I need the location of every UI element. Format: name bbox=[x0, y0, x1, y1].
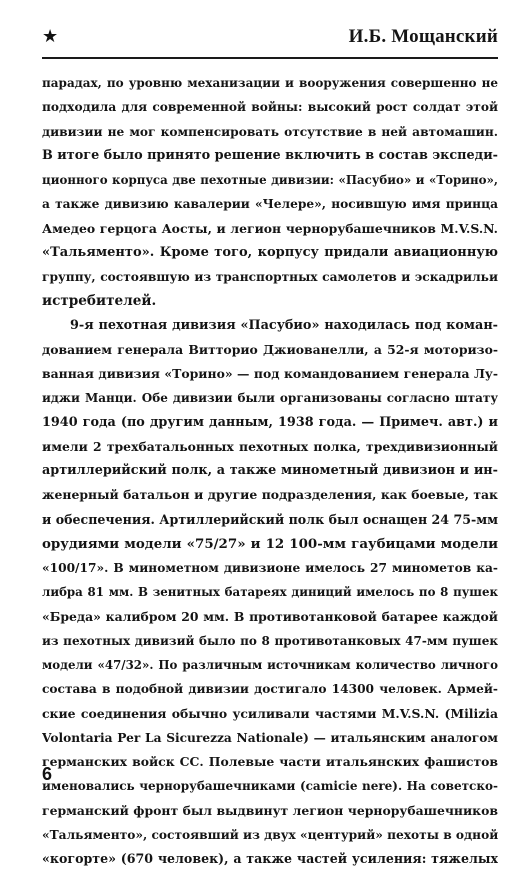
text-line: именовались чернорубашечниками (camicie nere). На советско- bbox=[42, 779, 498, 794]
text-line: «Тальяменто». Кроме того, корпусу придали авиационную bbox=[42, 244, 498, 260]
text-line: германский фронт был выдвинут легион чернорубашечников bbox=[42, 802, 498, 818]
text-line: а также дивизию кавалерии «Челере», носившую имя принца bbox=[42, 197, 498, 212]
text-line: либра 81 мм. В зенитных батареях диниций имелось по 8 пушек bbox=[42, 585, 498, 600]
text-line: ционного корпуса две пехотные дивизии: «Пасубио» и «Торино», bbox=[42, 173, 498, 187]
body-text bbox=[42, 71, 498, 871]
text-line: парадах, по уровню механизации и вооружения совершенно не bbox=[42, 76, 498, 90]
text-line: «когорте» (670 человек), а также частей усиления: тяжелых bbox=[42, 851, 498, 866]
text-line: «Тальяменто», состоявший из двух «центурий» пехоты в одной bbox=[42, 827, 498, 842]
author-name: И.Б. Мощанский bbox=[348, 26, 498, 47]
text-line: группу, состоявшую из транспортных самолетов и эскадрильи bbox=[42, 270, 498, 284]
text-line: и обеспечения. Артиллерийский полк был оснащен 24 75-мм bbox=[42, 511, 498, 527]
text-line: 9-я пехотная дивизия «Пасубио» находилась под коман- bbox=[70, 317, 498, 333]
text-line: «100/17». В минометном дивизионе имелось 27 минометов ка- bbox=[42, 561, 498, 575]
text-line: В итоге было принято решение включить в состав экспеди- bbox=[42, 147, 498, 163]
text-line: иджи Манци. Обе дивизии были организованы согласно штату bbox=[42, 391, 498, 406]
text-line: ские соединения обычно усиливали частями M.V.S.N. (Milizia bbox=[42, 705, 498, 721]
text-line: Volontaria Per La Sicurezza Nationale) — итальянским аналогом bbox=[42, 730, 498, 745]
text-line: из пехотных дивизий было по 8 противотанковых 47-мм пушек bbox=[42, 633, 498, 648]
text-line: истребителей. bbox=[42, 293, 157, 310]
text-line: 1940 года (по другим данным, 1938 года. — Примеч. авт.) и bbox=[42, 414, 498, 430]
text-line: женерный батальон и другие подразделения, как боевые, так bbox=[42, 487, 498, 503]
header-divider bbox=[42, 57, 498, 59]
text-line: германских войск СС. Полевые части итальянских фашистов bbox=[42, 754, 498, 769]
text-line: имели 2 трехбатальонных пехотных полка, трехдивизионный bbox=[42, 438, 498, 454]
page-number: 6 bbox=[42, 764, 53, 784]
text-line: модели «47/32». По различным источникам количество личного bbox=[42, 658, 498, 672]
text-line: дивизии не мог компенсировать отсутствие в ней автомашин. bbox=[42, 124, 498, 139]
running-header bbox=[42, 24, 498, 50]
text-line: Амедео герцога Аосты, и легион чернорубашечников M.V.S.N. bbox=[42, 220, 498, 236]
text-line: ванная дивизия «Торино» — под командованием генерала Лу- bbox=[42, 366, 498, 381]
text-line: орудиями модели «75/27» и 12 100-мм гаубицами модели bbox=[42, 535, 498, 552]
text-line: подходила для современной войны: высокий рост солдат этой bbox=[42, 100, 498, 115]
text-line: артиллерийский полк, а также минометный дивизион и ин- bbox=[42, 463, 498, 478]
text-line: дованием генерала Витторио Джиованелли, а 52-я моторизо- bbox=[42, 341, 498, 357]
star-icon: ★ bbox=[42, 26, 59, 47]
text-line: «Бреда» калибром 20 мм. В противотанковой батарее каждой bbox=[42, 608, 498, 624]
text-line: состава в подобной дивизии достигало 14300 человек. Армей- bbox=[42, 682, 498, 697]
